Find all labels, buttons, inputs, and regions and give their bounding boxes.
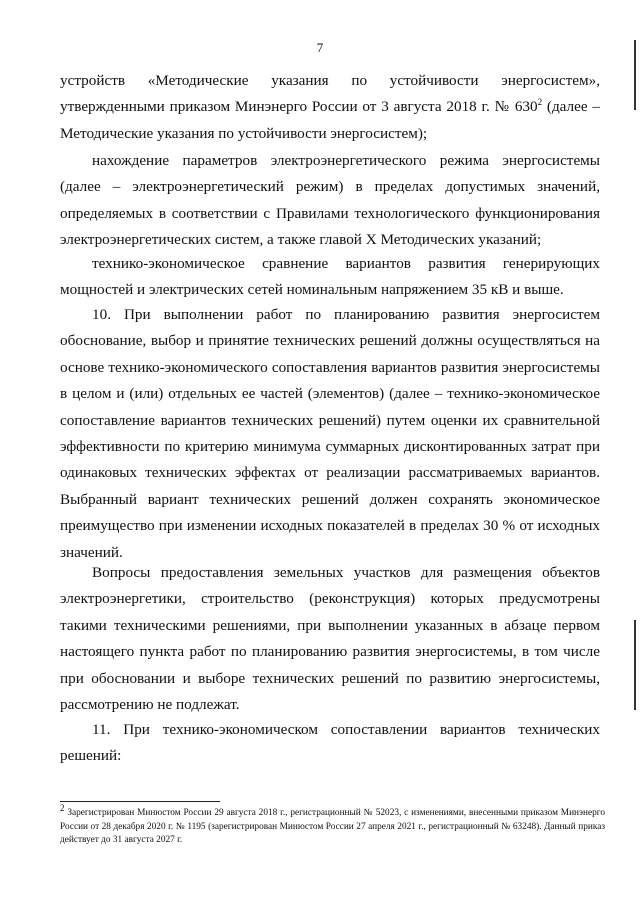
footnote-reference: 2 [537,97,543,108]
scan-edge-mark [634,40,636,110]
paragraph-item-10: 10. При выполнении работ по планированию развития энергосистем обоснование, выбор и принятие технических решений должны осуществляться на основе технико-экономического сопоставления вариантов развития энергосистемы в целом и (или) отдельных ее частей (элементов) (далее – технико-экономическое сопоставление вариантов технических решений) путем оценки их сравнительной эффективности по критерию минимума суммарных дисконтированных затрат при одинаковых технических эффектах от реализации рассматриваемых вариантов. Выбранный вариант технических решений должен сохранять экономическое преимущество при изменении исходных показателей в пределах 30 % от исходных значений. [60,306,600,561]
paragraph-land-questions: Вопросы предоставления земельных участков для размещения объектов электроэнергетики, строительство (реконструкция) которых предусмотрены такими техническими решениями, при выполнении указанных в абзаце первом настоящего пункта работ по планированию развития энергосистемы, в том числе при обосновании и выборе технических решений по развитию энергосистемы, рассмотрению не подлежат. [60,564,600,714]
paragraph-comparison: технико-экономическое сравнение вариантов развития генерирующих мощностей и электрических сетей номинальным напряжением 35 кВ и выше. [60,255,600,299]
footnote-divider [60,801,220,802]
paragraph-item-11: 11. При технико-экономическом сопоставлении вариантов технических решений: [60,721,600,765]
paragraph-text: устройств «Методические указания по устойчивости энергосистем», утвержденными приказом Минэнерго России от 3 августа 2018 г. № 630 [60,72,600,116]
paragraph-continuation [60,68,600,147]
scan-edge-mark [634,620,636,710]
footnote-marker: 2 [60,802,65,813]
paragraph-regime: нахождение параметров электроэнергетического режима энергосистемы (далее – электроэнергетический режим) в пределах допустимых значений, определяемых в соответствии с Правилами технологического функционирования электроэнергетических систем, а также главой X Методических указаний; [60,152,600,249]
paragraph-text-tail: (далее – Методические указания по устойчивости энергосистем); [60,98,600,142]
page-number: 7 [316,40,324,55]
footnote-text: Зарегистрирован Минюстом России 29 августа 2018 г., регистрационный № 52023, с изменениями, внесенными приказом Минэнерго России от 28 декабря 2020 г. № 1195 (зарегистрирован Минюстом России 27 апреля 2021 г., регистрационный № 63248). Данный приказ действует до 31 августа 2027 г. [60,808,605,845]
footnote [60,802,605,848]
